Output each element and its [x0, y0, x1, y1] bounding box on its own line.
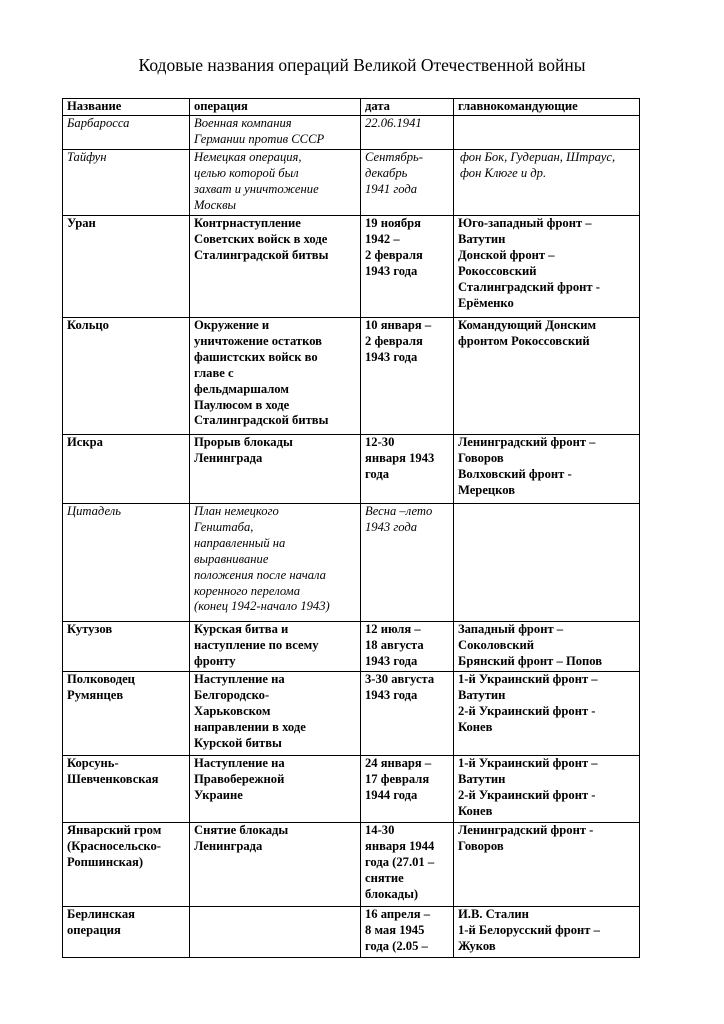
- cell-name: Полководец Румянцев: [63, 672, 190, 756]
- cell-commanders: фон Бок, Гудериан, Штраус, фон Клюге и др.: [454, 150, 640, 216]
- cell-date: 24 января – 17 февраля 1944 года: [361, 756, 454, 823]
- cell-name: Уран: [63, 216, 190, 318]
- table-row: [63, 216, 640, 318]
- cell-commanders: [454, 116, 640, 150]
- cell-commanders: Ленинградский фронт - Говоров: [454, 823, 640, 907]
- cell-commanders: И.В. Сталин 1-й Белорусский фронт – Жуков: [454, 907, 640, 958]
- table-row: [63, 672, 640, 756]
- cell-operation: [190, 907, 361, 958]
- table-row: [63, 116, 640, 150]
- table-header-row: [63, 99, 640, 116]
- table-row: [63, 823, 640, 907]
- cell-operation: Курская битва и наступление по всему фронту: [190, 622, 361, 672]
- header-name: Название: [63, 99, 190, 116]
- table-row: [63, 435, 640, 504]
- cell-name: Корсунь- Шевченковская: [63, 756, 190, 823]
- cell-commanders: 1-й Украинский фронт – Ватутин 2-й Украинский фронт - Конев: [454, 672, 640, 756]
- cell-commanders: [454, 504, 640, 622]
- page-title: Кодовые названия операций Великой Отечественной войны: [138, 55, 586, 75]
- table-row: [63, 622, 640, 672]
- cell-name: Январский гром (Красносельско- Ропшинская): [63, 823, 190, 907]
- cell-name: Барбаросса: [63, 116, 190, 150]
- cell-commanders: Ленинградский фронт – Говоров Волховский фронт - Мерецков: [454, 435, 640, 504]
- cell-name: Цитадель: [63, 504, 190, 622]
- cell-commanders: Командующий Донским фронтом Рокоссовский: [454, 318, 640, 435]
- cell-date: 12 июля – 18 августа 1943 года: [361, 622, 454, 672]
- cell-operation: Прорыв блокады Ленинграда: [190, 435, 361, 504]
- cell-name: Кольцо: [63, 318, 190, 435]
- cell-operation: Снятие блокады Ленинграда: [190, 823, 361, 907]
- cell-date: 22.06.1941: [361, 116, 454, 150]
- cell-name: Кутузов: [63, 622, 190, 672]
- cell-operation: План немецкого Генштаба, направленный на выравнивание положения после начала коренного перелома (конец 1942-начало 1943): [190, 504, 361, 622]
- cell-date: 10 января – 2 февраля 1943 года: [361, 318, 454, 435]
- operations-table: [62, 98, 640, 958]
- cell-date: 14-30 января 1944 года (27.01 – снятие блокады): [361, 823, 454, 907]
- cell-commanders: Западный фронт – Соколовский Брянский фронт – Попов: [454, 622, 640, 672]
- table-row: [63, 756, 640, 823]
- cell-name: Тайфун: [63, 150, 190, 216]
- table-row: [63, 150, 640, 216]
- cell-date: 16 апреля – 8 мая 1945 года (2.05 –: [361, 907, 454, 958]
- table-row: [63, 318, 640, 435]
- cell-date: Сентябрь- декабрь 1941 года: [361, 150, 454, 216]
- cell-operation: Наступление на Белгородско- Харьковском направлении в ходе Курской битвы: [190, 672, 361, 756]
- cell-commanders: Юго-западный фронт – Ватутин Донской фронт – Рокоссовский Сталинградский фронт - Ерёменко: [454, 216, 640, 318]
- cell-date: 19 ноября 1942 – 2 февраля 1943 года: [361, 216, 454, 318]
- header-date: дата: [361, 99, 454, 116]
- cell-operation: Контрнаступление Советских войск в ходе Сталинградской битвы: [190, 216, 361, 318]
- cell-name: Искра: [63, 435, 190, 504]
- header-operation: операция: [190, 99, 361, 116]
- cell-operation: Наступление на Правобережной Украине: [190, 756, 361, 823]
- table-row: [63, 504, 640, 622]
- cell-date: 3-30 августа 1943 года: [361, 672, 454, 756]
- cell-date: 12-30 января 1943 года: [361, 435, 454, 504]
- header-commanders: главнокомандующие: [454, 99, 640, 116]
- cell-operation: Окружение и уничтожение остатков фашистских войск во главе с фельдмаршалом Паулюсом в ходе Сталинградской битвы: [190, 318, 361, 435]
- cell-name: Берлинская операция: [63, 907, 190, 958]
- cell-date: Весна –лето 1943 года: [361, 504, 454, 622]
- cell-operation: Немецкая операция, целью которой был захват и уничтожение Москвы: [190, 150, 361, 216]
- table-row: [63, 907, 640, 958]
- cell-operation: Военная компания Германии против СССР: [190, 116, 361, 150]
- cell-commanders: 1-й Украинский фронт – Ватутин 2-й Украинский фронт - Конев: [454, 756, 640, 823]
